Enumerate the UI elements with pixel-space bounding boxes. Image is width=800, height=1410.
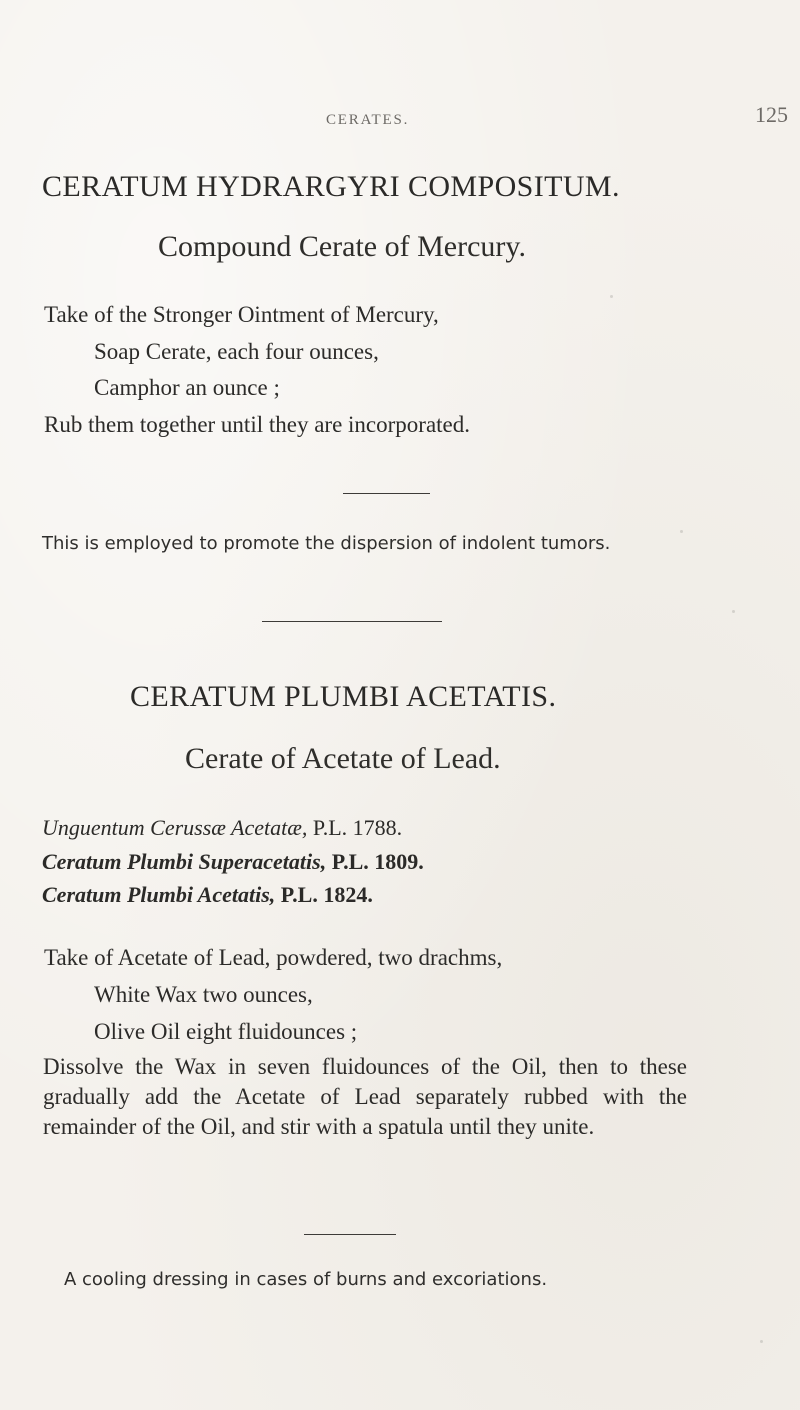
synonym-name: Unguentum Cerussæ Acetatæ, xyxy=(42,815,308,840)
synonym-name: Ceratum Plumbi Acetatis, xyxy=(42,882,276,907)
synonym-source: P.L. 1788. xyxy=(312,815,403,840)
section-subtitle-mercury: Compound Cerate of Mercury. xyxy=(158,230,526,263)
recipe-line: White Wax two ounces, xyxy=(94,982,313,1007)
recipe-line: Take of the Stronger Ointment of Mercury, xyxy=(44,302,439,327)
recipe-line: Olive Oil eight fluidounces ; xyxy=(94,1019,358,1044)
section-title-mercury: CERATUM HYDRARGYRI COMPOSITUM. xyxy=(42,170,620,203)
divider xyxy=(304,1234,396,1235)
usage-note: A cooling dressing in cases of burns and excoriations. xyxy=(64,1269,548,1290)
running-header: CERATES. xyxy=(326,112,410,128)
section-divider xyxy=(262,621,442,622)
synonym-source: P.L. 1824. xyxy=(280,882,373,907)
synonym-source: P.L. 1809. xyxy=(331,849,424,874)
recipe-line: Take of Acetate of Lead, powdered, two drachms, xyxy=(44,945,503,970)
section-title-lead: CERATUM PLUMBI ACETATIS. xyxy=(130,680,557,713)
synonym-line xyxy=(42,882,373,908)
recipe-line: Camphor an ounce ; xyxy=(94,375,280,400)
recipe-line: Rub them together until they are incorporated. xyxy=(44,412,471,437)
usage-note: This is employed to promote the dispersion of indolent tumors. xyxy=(42,533,611,554)
recipe-line: Soap Cerate, each four ounces, xyxy=(94,339,379,364)
paper-speck xyxy=(610,295,613,298)
paper-speck xyxy=(680,530,683,533)
directions-paragraph: Dissolve the Wax in seven fluidounces of the Oil, then to these gradually add the Acetate of Lead separately rubbed with the remainder of the Oil, and stir with a spatula until they unite. xyxy=(43,1054,687,1139)
paper-speck xyxy=(760,1340,763,1343)
paper-speck xyxy=(732,610,735,613)
synonym-name: Ceratum Plumbi Superacetatis, xyxy=(42,849,327,874)
synonym-line xyxy=(42,849,424,875)
page-number: 125 xyxy=(755,102,788,127)
synonym-line xyxy=(42,815,402,841)
section-subtitle-lead: Cerate of Acetate of Lead. xyxy=(185,742,501,775)
divider xyxy=(343,493,430,494)
